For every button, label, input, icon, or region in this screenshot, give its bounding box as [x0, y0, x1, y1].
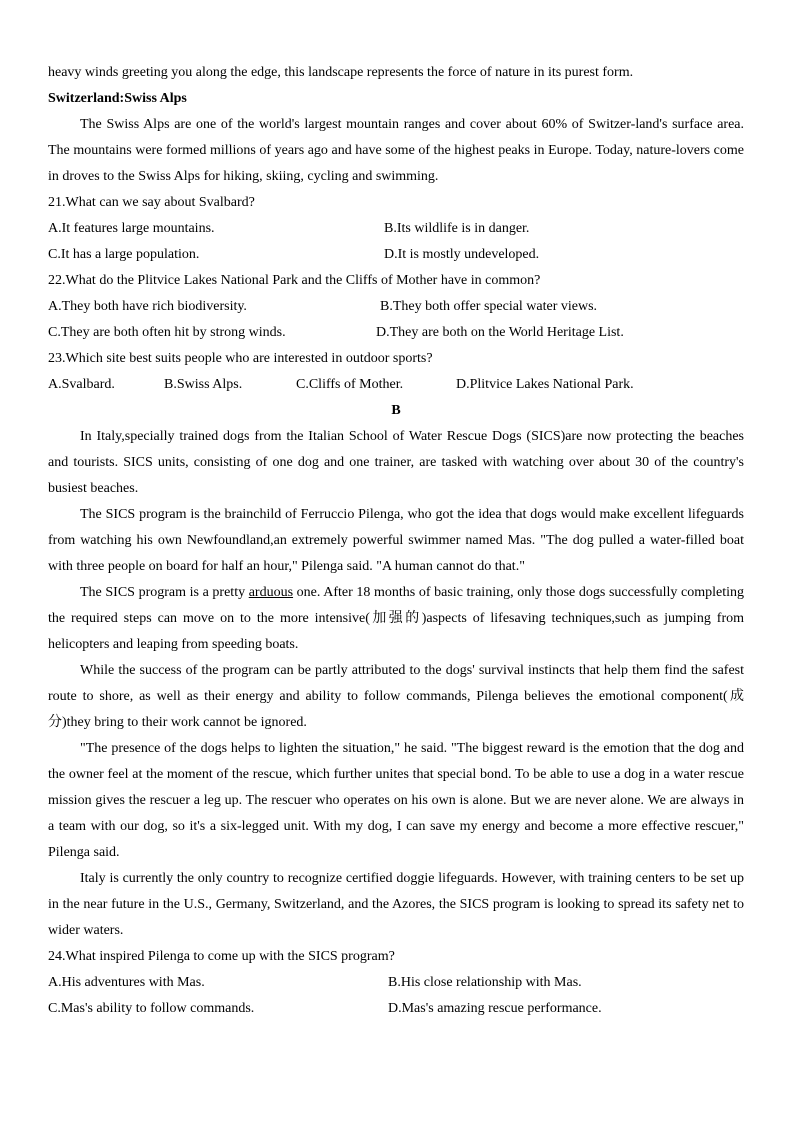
- option-24-a: A.His adventures with Mas.: [48, 975, 205, 990]
- paragraph-4: While the success of the program can be partly attributed to the dogs' survival instincts that help them find the safest route to shore, as well as their energy and ability to follow commands, Pilenga believes the emotional component(成分)they bring to their work cannot be ignored.: [48, 663, 744, 730]
- question-22-options-row-2: [48, 320, 744, 346]
- option-21-c: C.It has a large population.: [48, 247, 200, 262]
- question-24-options-row-2: [48, 996, 744, 1022]
- question-21-options-row-1: [48, 216, 744, 242]
- switzerland-heading: Switzerland:Swiss Alps: [48, 91, 187, 106]
- question-22-options-row-1: [48, 294, 744, 320]
- option-24-b: B.His close relationship with Mas.: [388, 975, 582, 990]
- option-23-b: B.Swiss Alps.: [164, 377, 243, 392]
- question-21: 21.What can we say about Svalbard?: [48, 195, 255, 210]
- question-23-options: [48, 372, 744, 398]
- question-22: 22.What do the Plitvice Lakes National Park and the Cliffs of Mother have in common?: [48, 273, 541, 288]
- question-23: 23.Which site best suits people who are interested in outdoor sports?: [48, 351, 433, 366]
- paragraph-6: Italy is currently the only country to recognize certified doggie lifeguards. However, with training centers to be set up in the near future in the U.S., Germany, Switzerland, and the Azores, the SICS program is looking to spread its safety net to wider waters.: [48, 871, 744, 938]
- option-23-c: C.Cliffs of Mother.: [296, 377, 404, 392]
- option-24-c: C.Mas's ability to follow commands.: [48, 1001, 255, 1016]
- intro-tail-text: heavy winds greeting you along the edge, this landscape represents the force of nature in its purest form.: [48, 65, 634, 80]
- underlined-word-arduous: arduous: [248, 585, 294, 600]
- paragraph-3-after: one. After 18 months of basic training, only those dogs successfully completing the required steps can move on to the more intensive(加强的)aspects of lifesaving techniques,such as jumping from helicopters and leaping from speeding boats.: [48, 585, 744, 652]
- option-23-a: A.Svalbard.: [48, 377, 115, 392]
- option-22-a: A.They both have rich biodiversity.: [48, 299, 247, 314]
- paragraph-1: In Italy,specially trained dogs from the Italian School of Water Rescue Dogs (SICS)are now protecting the beaches and tourists. SICS units, consisting of one dog and one trainer, are tasked with watching over about 30 of the country's busiest beaches.: [48, 429, 744, 496]
- question-24-options-row-1: [48, 970, 744, 996]
- option-22-c: C.They are both often hit by strong winds.: [48, 325, 286, 340]
- option-22-b: B.They both offer special water views.: [380, 299, 598, 314]
- option-22-d: D.They are both on the World Heritage List.: [376, 325, 624, 340]
- switzerland-paragraph: The Swiss Alps are one of the world's largest mountain ranges and cover about 60% of Switzer-land's surface area. The mountains were formed millions of years ago and have some of the highest peaks in Europe. Today, nature-lovers come in droves to the Swiss Alps for hiking, skiing, cycling and swimming.: [48, 117, 744, 184]
- option-21-a: A.It features large mountains.: [48, 221, 215, 236]
- option-23-d: D.Plitvice Lakes National Park.: [456, 377, 634, 392]
- section-b-heading: B: [391, 403, 401, 418]
- paragraph-3-before: The SICS program is a pretty: [80, 585, 249, 600]
- paragraph-3: [48, 580, 744, 658]
- paragraph-5: "The presence of the dogs helps to lighten the situation," he said. "The biggest reward is the emotion that the dog and the owner feel at the moment of the rescue, which further unites that special bond. To be able to use a dog in a water rescue mission gives the rescuer a leg up. The rescuer who operates on his own is alone. But we are never alone. We are always in a team with our dog, so it's a six-legged unit. With my dog, I can save my energy and become a more effective rescuer," Pilenga said.: [48, 741, 744, 860]
- question-21-options-row-2: [48, 242, 744, 268]
- document-page: [48, 60, 744, 1022]
- option-21-d: D.It is mostly undeveloped.: [384, 247, 540, 262]
- question-24: 24.What inspired Pilenga to come up with the SICS program?: [48, 949, 395, 964]
- option-24-d: D.Mas's amazing rescue performance.: [388, 1001, 602, 1016]
- paragraph-2: The SICS program is the brainchild of Ferruccio Pilenga, who got the idea that dogs would make excellent lifeguards from watching his own Newfoundland,an extremely powerful swimmer named Mas. "The dog pulled a water-filled boat with three people on board for half an hour," Pilenga said. "A human cannot do that.": [48, 507, 744, 574]
- option-21-b: B.Its wildlife is in danger.: [384, 221, 530, 236]
